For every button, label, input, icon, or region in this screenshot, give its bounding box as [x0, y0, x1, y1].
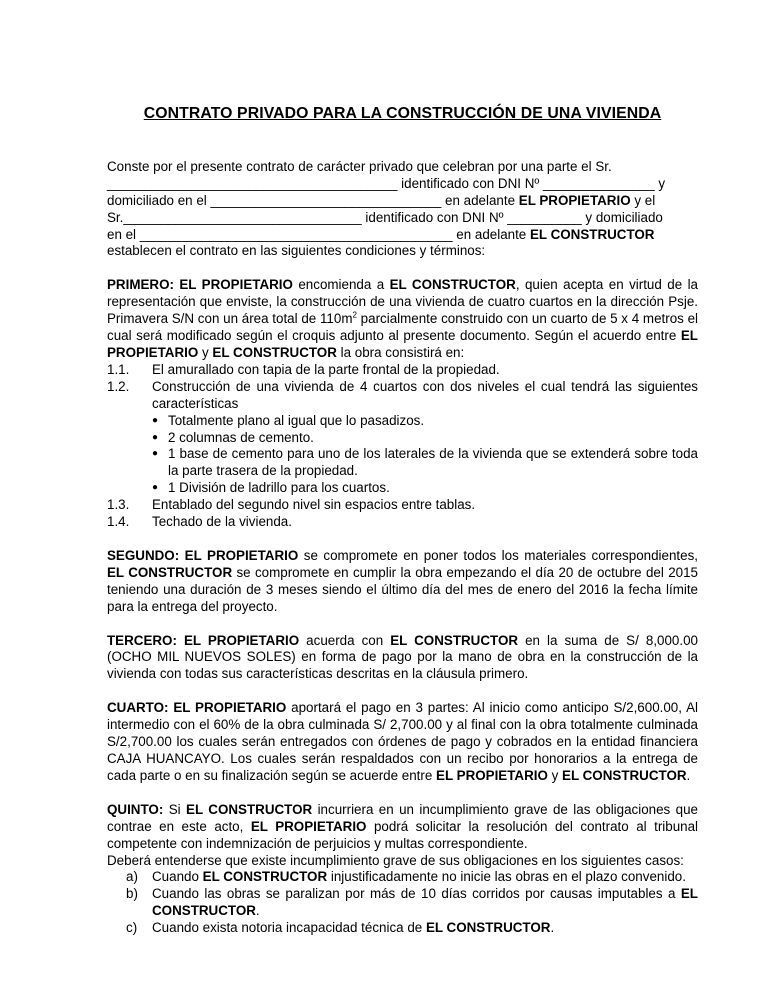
intro-line: Sr.________________________________ identificado con DNI Nº __________ y domiciliado: [107, 209, 663, 225]
primero-items-2: [107, 497, 698, 531]
intro-line: establecen el contrato en las siguientes condiciones y términos:: [107, 243, 486, 259]
list-item: 1.1. El amurallado con tapia de la parte frontal de la propiedad.: [107, 361, 500, 377]
intro-line: en el __________________________________________ en adelante EL CONSTRUCTOR: [107, 226, 655, 242]
intro-line: Conste por el presente contrato de carácter privado que celebran por una parte el Sr.: [107, 158, 612, 174]
list-item: b) Cuando las obras se paralizan por más de 10 días corridos por causas imputables a EL CONSTRUCTOR.: [126, 886, 698, 919]
bullet-item: ● 2 columnas de cemento.: [152, 429, 314, 445]
primero-bullets: [107, 413, 698, 498]
contract-title: CONTRATO PRIVADO PARA LA CONSTRUCCIÓN DE UNA VIVIENDA: [143, 105, 662, 122]
clause-segundo: SEGUNDO: EL PROPIETARIO se compromete en poner todos los materiales correspondientes, EL CONSTRUCTOR se compromete en cumplir la obra empezando el día 20 de octubre del 2015 teniendo una duración de 3 meses siendo el último día del mes de enero del 2016 la fecha límite para la entrega del proyecto.: [107, 547, 698, 614]
list-item: 1.3. Entablado del segundo nivel sin espacios entre tablas.: [107, 497, 476, 513]
primero-items: [107, 362, 698, 413]
quinto-cases-intro: Deberá entenderse que existe incumplimiento grave de sus obligaciones en los siguientes casos:: [107, 852, 684, 868]
bullet-item: ● 1 División de ladrillo para los cuartos.: [152, 480, 390, 496]
clause-tercero: TERCERO: EL PROPIETARIO acuerda con EL CONSTRUCTOR en la suma de S/ 8,000.00 (OCHO MIL NUEVOS SOLES) en forma de pago por la mano de obra en la construcción de la vivienda con todas sus características descritas en la cláusula primero.: [107, 632, 698, 682]
intro-line: _______________________________________ identificado con DNI Nº _______________ y: [107, 175, 666, 191]
bullet-item: ● 1 base de cemento para uno de los laterales de la vivienda que se extenderá sobre toda la parte trasera de la propiedad.: [152, 446, 698, 479]
list-item: 1.4. Techado de la vivienda.: [107, 514, 292, 530]
clause-cuarto: CUARTO: EL PROPIETARIO aportará el pago en 3 partes: Al inicio como anticipo S/2,600.00, Al intermedio con el 60% de la obra culminada S/ 2,700.00 y al final con la obra totalmente culminada S/2,700.00 los cuales serán entregados con órdenes de pago y cobrados en la entidad financiera CAJA HUANCAYO. Los cuales serán respaldados con un recibo por honorarios a la entrega de cada parte o en su finalización según se acuerde entre EL PROPIETARIO y EL CONSTRUCTOR.: [107, 700, 698, 783]
bullet-item: ● Totalmente plano al igual que lo pasadizos.: [152, 412, 425, 428]
intro-line: domiciliado en el _______________________________ en adelante EL PROPIETARIO y el: [107, 192, 656, 208]
contract-page: [107, 106, 698, 937]
clause-primero: PRIMERO: EL PROPIETARIO encomienda a EL CONSTRUCTOR, quien acepta en virtud de la representación que enviste, la construcción de una vivienda de cuatro cuartos en la dirección Psje. Primavera S/N con un área total de $110m^2$ parcialmente construido con un cuarto de 5 x 4 metros el cual será modificado según el croquis adjunto al presente documento. Según el acuerdo entre EL PROPIETARIO y EL CONSTRUCTOR la obra consistirá en: 1.1. El amurallado con tapia de la parte frontal de la propiedad. 1.2. Construcción de una vivienda de 4 cuartos con dos niveles el cual tendrá las siguientes características ● Totalmente plano al igual que lo pasadizos. ● 2 columnas de cemento. ● 1 base de cemento para uno de los laterales de la vivienda que se extenderá sobre toda la parte trasera de la propiedad. ● 1 División de ladrillo para los cuartos. 1.3. Entablado del segundo nivel sin espacios entre tablas. 1.4. Techado de la vivienda.: [107, 277, 698, 530]
list-item: 1.2. Construcción de una vivienda de 4 cuartos con dos niveles el cual tendrá las siguientes características: [107, 378, 698, 411]
list-item: a) Cuando EL CONSTRUCTOR injustificadamente no inicie las obras en el plazo convenido.: [126, 869, 686, 885]
intro-paragraph: [107, 159, 698, 260]
list-item: c) Cuando exista notoria incapacidad técnica de EL CONSTRUCTOR.: [126, 920, 555, 936]
clause-quinto: QUINTO: Si EL CONSTRUCTOR incurriera en un incumplimiento grave de las obligaciones que contrae en este acto, EL PROPIETARIO podrá solicitar la resolución del contrato al tribunal competente con indemnización de perjuicios y multas correspondiente. Deberá entenderse que existe incumplimiento grave de sus obligaciones en los siguientes casos: a) Cuando EL CONSTRUCTOR injustificadamente no inicie las obras en el plazo convenido. b) Cuando las obras se paralizan por más de 10 días corridos por causas imputables a EL CONSTRUCTOR. c) Cuando exista notoria incapacidad técnica de EL CONSTRUCTOR.: [107, 801, 699, 936]
quinto-cases: [107, 869, 698, 937]
